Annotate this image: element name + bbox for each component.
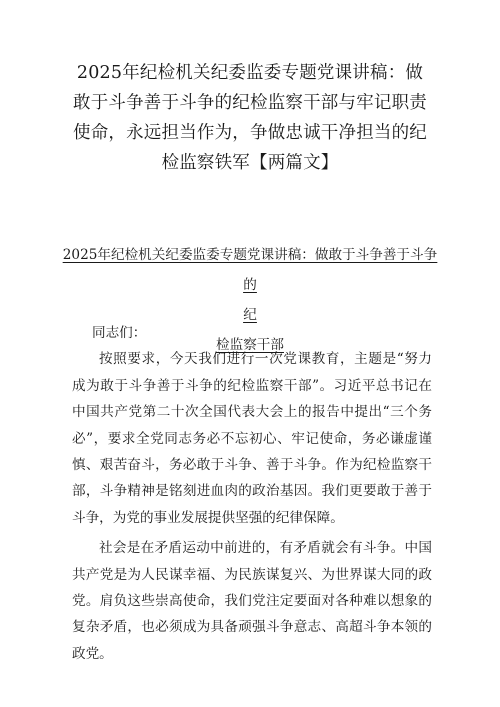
section-heading-line-1: 2025年纪检机关纪委监委专题党课讲稿：做敢于斗争善于斗争的 [62, 247, 438, 293]
document-title: 2025年纪检机关纪委监委专题党课讲稿：做敢于斗争善于斗争的纪检监察干部与牢记职责使命，永远担当作为，争做忠诚干净担当的纪检监察铁军【两篇文】 [73, 63, 427, 173]
document-body [72, 320, 432, 667]
section-heading-line-2: 纪 [243, 307, 257, 323]
greeting: 同志们： [92, 325, 147, 341]
section-heading-line-3: 检监察干部 [216, 337, 284, 353]
paragraph-1: 按照要求，今天我们进行一次党课教育，主题是“努力成为敢于斗争善于斗争的纪检监察干部”。习近平总书记在中国共产党第二十次全国代表大会上的报告中提出“三个务必”，要求全党同志务必不忘初心、牢记使命，务必谦虚谨慎、艰苦奋斗，务必敢于斗争、善于斗争。作为纪检监察干部，斗争精神是铭刻进血肉的政治基因。我们更要敢于善于斗争，为党的事业发展提供坚强的纪律保障。 [72, 351, 432, 526]
paragraph-2: 社会是在矛盾运动中前进的，有矛盾就会有斗争。中国共产党是为人民谋幸福、为民族谋复兴、为世界谋大同的政党。肩负这些崇高使命，我们党注定要面对各种难以想象的复杂矛盾，也必须成为具备顽强斗争意志、高超斗争本领的政党。 [72, 540, 432, 662]
